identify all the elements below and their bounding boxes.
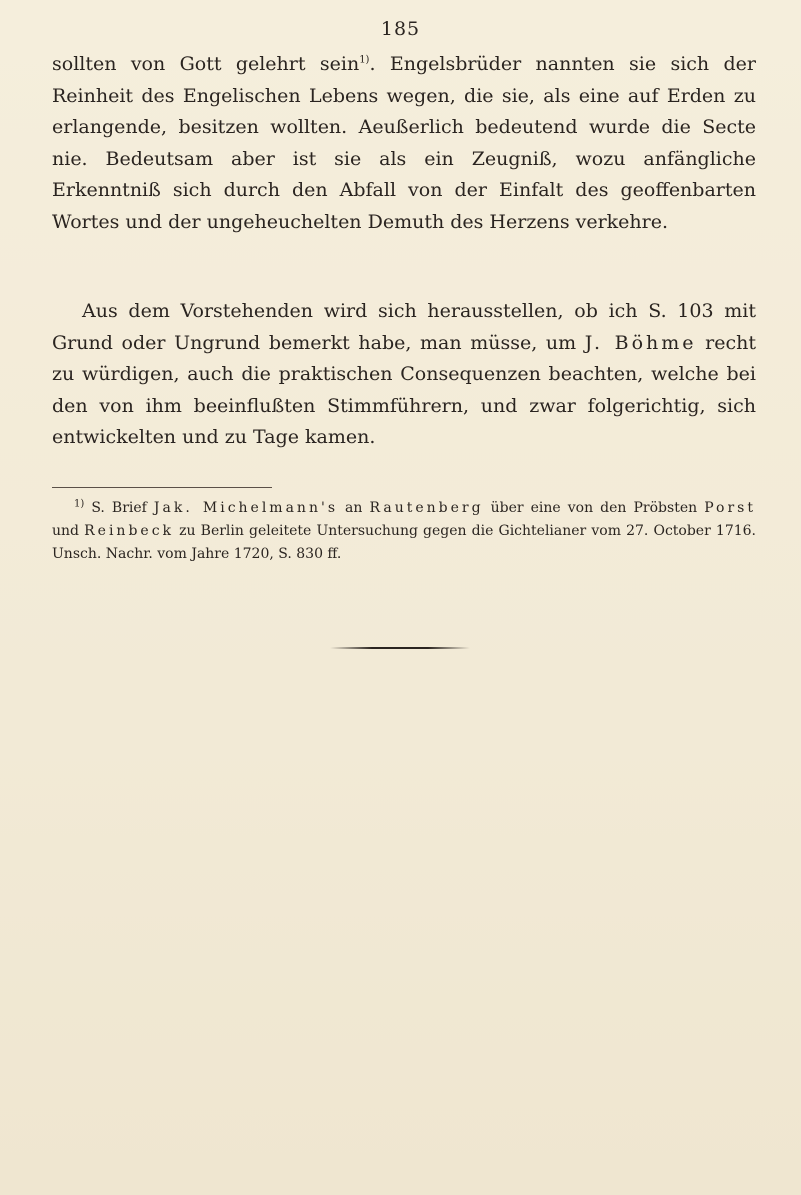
paragraph-2 <box>52 296 756 454</box>
footnote-reference[interactable]: 1) <box>359 54 370 66</box>
footnote-text-b: an <box>338 500 370 516</box>
footnote-name-michelmann: Jak. Michelmann's <box>153 500 338 516</box>
footnote-name-rautenberg: Rautenberg <box>369 500 484 516</box>
paragraph-1-text-a: sollten von Gott gelehrt sein <box>52 53 360 75</box>
footnote-divider <box>52 487 272 488</box>
footnote-text-c: über eine von den Pröbsten <box>483 500 705 516</box>
footnote-name-porst: Porst <box>704 500 756 516</box>
footnote-text-d: und <box>52 523 85 539</box>
footnote-text-e: zu Berlin geleitete Untersuchung gegen die Gichtelianer vom 27. October 1716. Unsch. Nachr. vom Jahre 1720, S. 830 ff. <box>52 523 756 562</box>
paragraph-1-text-b: . Engelsbrüder nannten sie sich der Reinheit des Engelischen Lebens wegen, die sie, als eine auf Erden zu erlangende, besitzen wollten. Aeußerlich bedeutend wurde die Secte nie. Bedeutsam aber ist sie als ein Zeugniß, wozu anfängliche Erkenntniß sich durch den Abfall von der Einfalt des geoffenbarten Wortes und der ungeheuchelten Demuth des Herzens verkehre. <box>52 53 757 233</box>
paragraph-2-text-b: recht zu würdigen, auch die praktischen Consequenzen beachten, welche bei den von ihm beeinflußten Stimmführern, und zwar folgerichtig, sich entwickelten und zu Tage kamen. <box>52 331 756 448</box>
paragraph-2-text-a: Aus dem Vorstehenden wird sich herausstellen, ob ich S. 103 mit Grund oder Ungrund bemerkt habe, man müsse, um <box>52 300 756 354</box>
page-number: 185 <box>380 18 421 40</box>
paragraph-1 <box>52 49 756 238</box>
footnote <box>52 497 756 566</box>
footnote-name-reinbeck: Reinbeck <box>84 523 175 539</box>
paragraph-2-name-boehme: J. Böhme <box>584 331 697 354</box>
end-ornament-rule <box>330 647 470 649</box>
footnote-marker: 1) <box>74 498 85 510</box>
footnote-text-a: S. Brief <box>84 500 154 516</box>
